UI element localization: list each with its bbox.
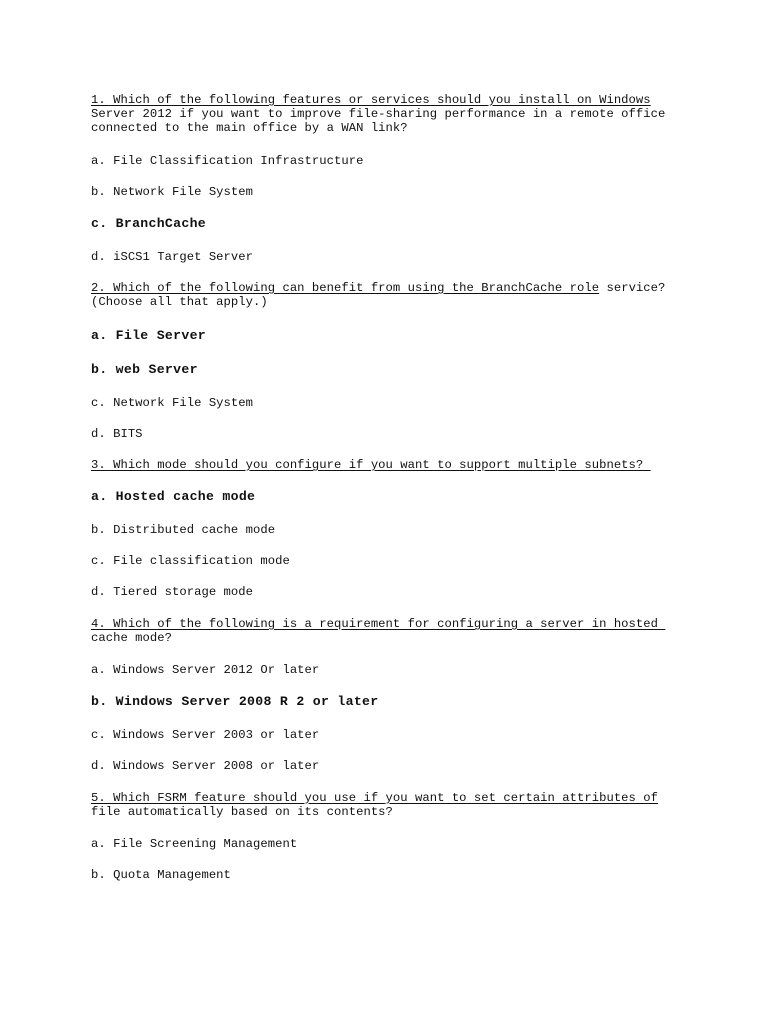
question-4 [91, 617, 665, 631]
q3-option-b: b. Distributed cache mode [91, 523, 276, 537]
question-3-underlined: 3. Which mode should you configure if you want to support multiple subnets? [91, 458, 651, 472]
q4-option-b-answer: b. Windows Server 2008 R 2 or later [91, 694, 379, 709]
question-5-line-2: file automatically based on its contents? [91, 805, 393, 819]
question-1-line-3: connected to the main office by a WAN link? [91, 121, 408, 135]
q1-option-c-answer: c. BranchCache [91, 216, 206, 231]
question-2 [91, 281, 665, 295]
q1-option-b: b. Network File System [91, 185, 254, 199]
question-3 [91, 458, 651, 472]
q2-option-d: d. BITS [91, 427, 143, 441]
question-2-tail: service? [599, 281, 666, 295]
question-5-underlined: 5. Which FSRM feature should you use if you want to set certain attributes of [91, 791, 659, 805]
q3-option-d: d. Tiered storage mode [91, 585, 254, 599]
q5-option-a: a. File Screening Management [91, 837, 298, 851]
question-1-underlined: 1. Which of the following features or services should you install on Windows [91, 93, 651, 107]
q3-option-c: c. File classification mode [91, 554, 290, 568]
q4-option-d: d. Windows Server 2008 or later [91, 759, 320, 773]
q4-option-c: c. Windows Server 2003 or later [91, 728, 320, 742]
q2-option-b-answer: b. web Server [91, 362, 198, 377]
question-2-underlined: 2. Which of the following can benefit from using the BranchCache role [91, 281, 600, 295]
question-4-line-2: cache mode? [91, 631, 173, 645]
q3-option-a-answer: a. Hosted cache mode [91, 489, 256, 504]
q2-option-c: c. Network File System [91, 396, 254, 410]
q2-option-a-answer: a. File Server [91, 328, 206, 343]
question-2-line-2: (Choose all that apply.) [91, 295, 268, 309]
q4-option-a: a. Windows Server 2012 Or later [91, 663, 320, 677]
q1-option-a: a. File Classification Infrastructure [91, 154, 364, 168]
question-4-underlined: 4. Which of the following is a requirement for configuring a server in hosted [91, 617, 666, 631]
question-1 [91, 93, 651, 107]
q1-option-d: d. iSCS1 Target Server [91, 250, 254, 264]
question-1-line-2: Server 2012 if you want to improve file-sharing performance in a remote office [91, 107, 666, 121]
q5-option-b: b. Quota Management [91, 868, 231, 882]
question-5 [91, 791, 658, 805]
